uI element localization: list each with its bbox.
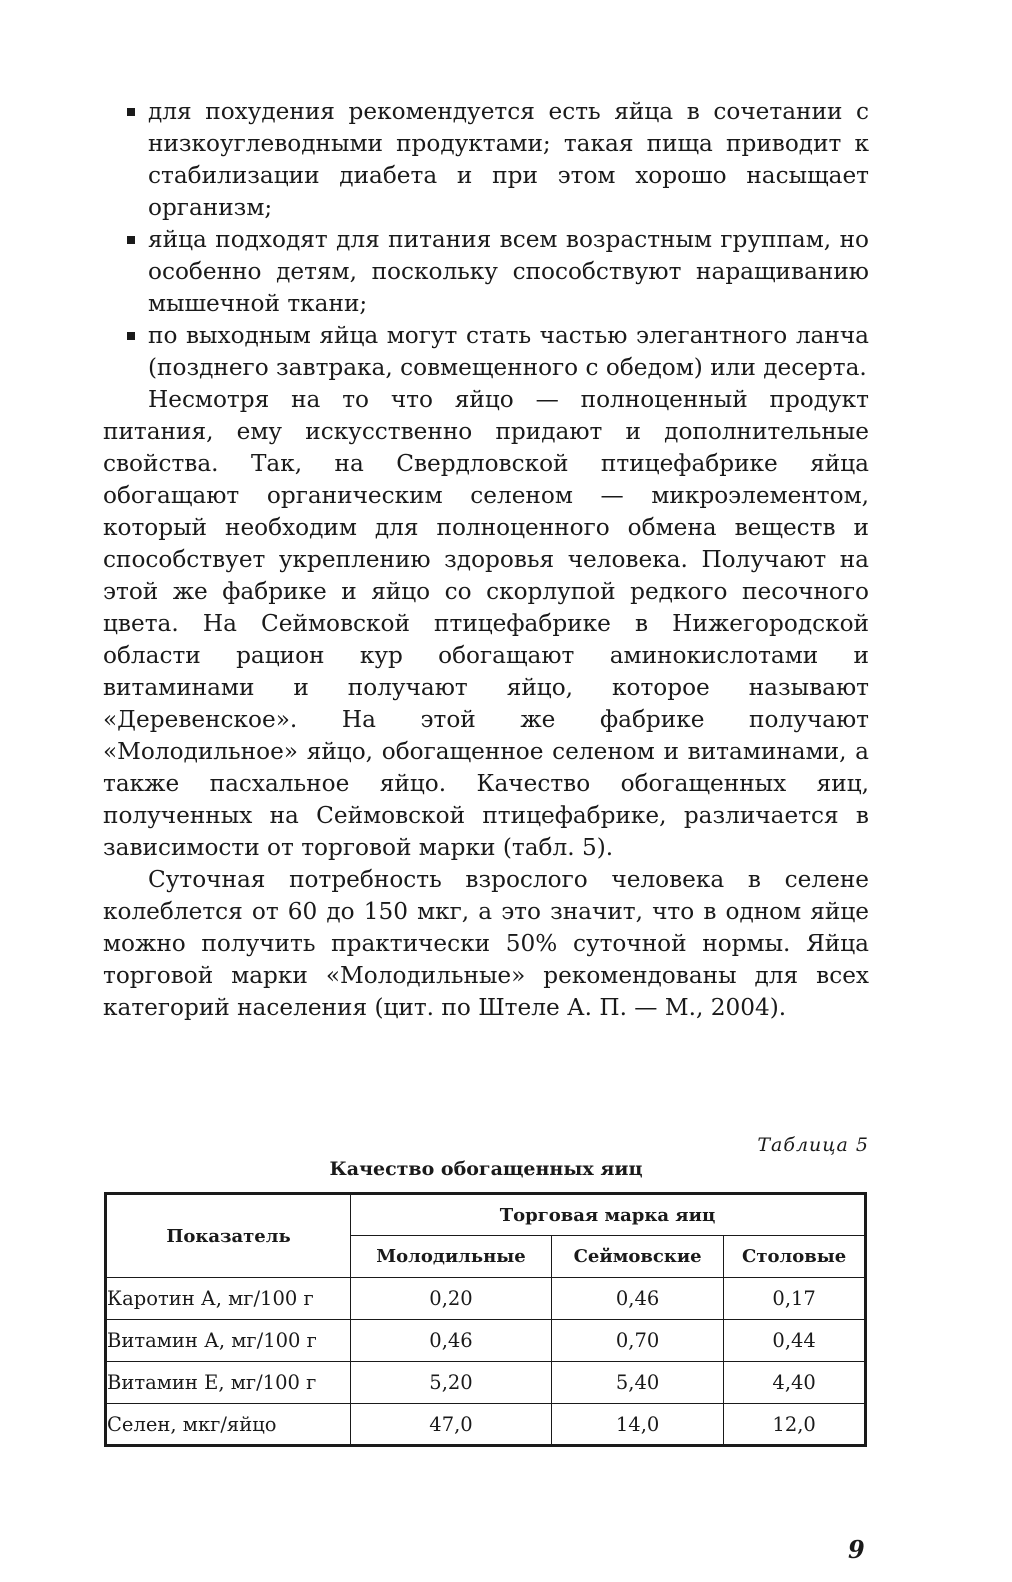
header-column: Молодильные — [351, 1236, 552, 1278]
row-label: Витамин Е, мг/100 г — [106, 1362, 351, 1404]
cell-value: 12,0 — [724, 1404, 866, 1446]
table-row — [106, 1362, 866, 1404]
bullet-item: для похудения рекомендуется есть яйца в сочетании с низкоуглеводными продуктами; такая пища приводит к стабилизации диабета и при этом хорошо насыщает организм; — [103, 96, 869, 224]
bullet-square-icon — [127, 108, 135, 116]
row-label: Селен, мкг/яйцо — [106, 1404, 351, 1446]
paragraph: Несмотря на то что яйцо — полноценный продукт питания, ему искусственно придают и дополнительные свойства. Так, на Свердловской птицефабрике яйца обогащают органическим селеном — микроэлементом, который необходим для полноценного обмена веществ и способствует укреплению здоровья человека. Получают на этой же фабрике и яйцо со скорлупой редкого песочного цвета. На Сеймовской птицефабрике в Нижегородской области рацион кур обогащают аминокислотами и витаминами и получают яйцо, которое называют «Деревенское». На этой же фабрике получают «Молодильное» яйцо, обогащенное селеном и витаминами, а также пасхальное яйцо. Качество обогащенных яиц, полученных на Сеймовской птицефабрике, различается в зависимости от торговой марки (табл. 5). — [103, 386, 869, 861]
table-number: Таблица 5 — [757, 1134, 869, 1156]
page-number: 9 — [848, 1535, 865, 1564]
egg-quality-table — [104, 1192, 867, 1447]
row-label: Каротин А, мг/100 г — [106, 1278, 351, 1320]
cell-value: 0,46 — [351, 1320, 552, 1362]
table-row — [106, 1320, 866, 1362]
cell-value: 0,20 — [351, 1278, 552, 1320]
paragraph: Суточная потребность взрослого человека в селене колеблется от 60 до 150 мкг, а это значит, что в одном яйце можно получить практически 50% суточной нормы. Яйца торговой марки «Молодильные» рекомендованы для всех категорий населения (цит. по Штеле А. П. — М., 2004). — [103, 866, 869, 1021]
cell-value: 14,0 — [551, 1404, 723, 1446]
cell-value: 5,40 — [551, 1362, 723, 1404]
table-title: Качество обогащенных яиц — [329, 1158, 643, 1180]
header-brand-group: Торговая марка яиц — [351, 1194, 866, 1236]
cell-value: 4,40 — [724, 1362, 866, 1404]
bullet-list — [103, 96, 869, 384]
bullet-item: яйца подходят для питания всем возрастным группам, но особенно детям, поскольку способствуют наращиванию мышечной ткани; — [103, 224, 869, 320]
cell-value: 0,46 — [551, 1278, 723, 1320]
cell-value: 0,44 — [724, 1320, 866, 1362]
cell-value: 0,70 — [551, 1320, 723, 1362]
bullet-square-icon — [127, 332, 135, 340]
bullet-item: по выходным яйца могут стать частью элегантного ланча (позднего завтрака, совмещенного с обедом) или десерта. — [103, 320, 869, 384]
table-row — [106, 1404, 866, 1446]
cell-value: 47,0 — [351, 1404, 552, 1446]
cell-value: 0,17 — [724, 1278, 866, 1320]
header-column: Сеймовские — [551, 1236, 723, 1278]
bullet-square-icon — [127, 236, 135, 244]
header-indicator: Показатель — [106, 1194, 351, 1278]
page-body — [103, 96, 869, 1024]
cell-value: 5,20 — [351, 1362, 552, 1404]
row-label: Витамин А, мг/100 г — [106, 1320, 351, 1362]
table-row — [106, 1278, 866, 1320]
header-column: Столовые — [724, 1236, 866, 1278]
